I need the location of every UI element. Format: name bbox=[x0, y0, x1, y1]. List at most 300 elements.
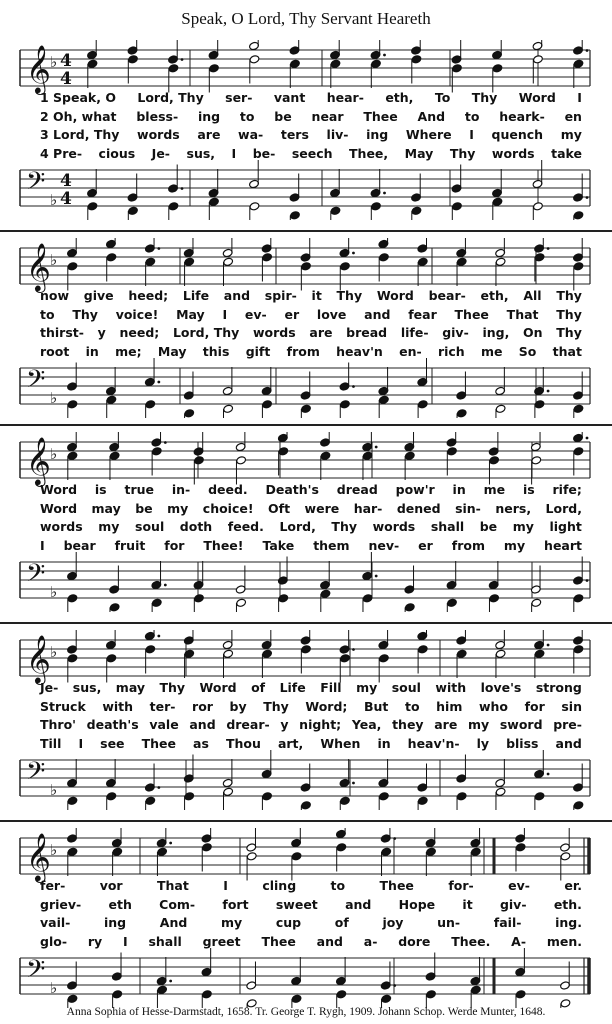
lyric-syllable: 3 Lord, Thy bbox=[40, 127, 120, 142]
notehead bbox=[128, 55, 139, 64]
lyric-syllable: fruit bbox=[114, 537, 146, 553]
lyric-syllable: Lord, Thy bbox=[172, 325, 240, 340]
lyric-syllable: and bbox=[345, 896, 372, 912]
notehead bbox=[378, 654, 389, 663]
chord bbox=[417, 764, 428, 811]
notehead bbox=[223, 404, 234, 413]
lyric-syllable: words bbox=[372, 519, 416, 534]
notehead bbox=[151, 447, 162, 456]
notehead bbox=[109, 451, 120, 460]
lyric-syllable: Thee bbox=[379, 878, 414, 893]
notehead bbox=[456, 792, 467, 801]
notehead bbox=[492, 64, 503, 73]
augmentation-dot bbox=[181, 187, 184, 190]
lyric-syllable: bread bbox=[346, 325, 388, 340]
notehead bbox=[262, 400, 273, 409]
augmentation-dot bbox=[383, 54, 386, 57]
chord bbox=[300, 372, 311, 419]
chord bbox=[456, 755, 467, 811]
bass-clef-icon: 𝄢 bbox=[26, 167, 46, 202]
lyric-syllable: Word bbox=[376, 288, 414, 303]
notehead bbox=[157, 985, 168, 994]
lyric-syllable: bliss bbox=[506, 735, 539, 751]
chord bbox=[183, 372, 194, 419]
lyric-syllable: But bbox=[364, 698, 389, 714]
lyric-syllable: Je- bbox=[40, 680, 59, 695]
augmentation-dot bbox=[164, 441, 167, 444]
chord bbox=[235, 566, 246, 613]
chord bbox=[156, 828, 172, 876]
chord bbox=[488, 432, 499, 485]
lyric-syllable: fail- bbox=[493, 915, 522, 930]
chord bbox=[87, 40, 98, 88]
lyric-syllable: thirst- bbox=[40, 325, 84, 340]
augmentation-dot bbox=[393, 984, 396, 987]
lyric-syllable: Thro' bbox=[40, 717, 77, 732]
lyric-syllable: cup bbox=[275, 915, 302, 930]
bass-staff bbox=[20, 358, 590, 418]
bass-staff bbox=[20, 750, 590, 810]
chord bbox=[111, 828, 122, 876]
notehead bbox=[320, 589, 331, 598]
notehead bbox=[262, 253, 273, 262]
lyric-syllable: Thy bbox=[331, 519, 357, 534]
chord bbox=[339, 363, 355, 419]
lyric-syllable: were bbox=[304, 500, 340, 516]
lyric-syllable: to bbox=[404, 698, 420, 714]
lyric-syllable: May bbox=[404, 145, 434, 161]
chord bbox=[339, 238, 355, 291]
notehead bbox=[404, 451, 415, 460]
notehead bbox=[336, 990, 347, 999]
lyric-syllable: Oft bbox=[268, 500, 291, 516]
lyric-syllable: root bbox=[40, 343, 70, 359]
lyric-line bbox=[40, 109, 582, 127]
notehead bbox=[417, 257, 428, 266]
lyric-syllable: are bbox=[197, 127, 221, 142]
lyric-syllable: Hope bbox=[398, 896, 436, 912]
notehead bbox=[249, 202, 260, 211]
chord bbox=[362, 432, 378, 480]
lyric-syllable: ing. bbox=[555, 915, 582, 930]
lyric-syllable: strong bbox=[535, 680, 582, 695]
lyric-syllable: May bbox=[157, 343, 187, 359]
chord bbox=[370, 169, 386, 220]
lyric-syllable: 4 Pre- bbox=[40, 145, 83, 161]
bass-clef-icon: 𝄢 bbox=[26, 757, 46, 792]
treble-staff bbox=[20, 238, 590, 293]
notehead bbox=[209, 64, 220, 73]
chord bbox=[456, 630, 467, 678]
treble-clef-icon: 𝄞 bbox=[26, 634, 51, 683]
lyric-syllable: may bbox=[91, 500, 121, 516]
lyric-syllable: love's bbox=[480, 680, 522, 695]
notehead bbox=[112, 990, 123, 999]
lyric-syllable: heart bbox=[544, 537, 582, 553]
lyric-line bbox=[40, 736, 582, 754]
notehead bbox=[67, 262, 78, 271]
notehead bbox=[145, 257, 156, 266]
lyric-syllable: un- bbox=[437, 915, 461, 930]
lyric-syllable: en bbox=[564, 108, 582, 124]
lyric-syllable: is bbox=[94, 482, 107, 497]
lyric-syllable: glo- bbox=[40, 933, 68, 949]
credits-line: Anna Sophia of Hesse-Darmstadt, 1658. Tr. George T. Rygh, 1909. Johann Schop. Werde Munter, 1648. bbox=[66, 1006, 546, 1018]
lyric-syllable: life- bbox=[400, 325, 429, 340]
notehead bbox=[489, 456, 500, 465]
key-flat-icon: ♭ bbox=[50, 643, 58, 661]
chord bbox=[451, 40, 462, 93]
lyric-line bbox=[40, 146, 582, 164]
notehead bbox=[184, 257, 195, 266]
lyric-line bbox=[40, 307, 582, 325]
chord bbox=[289, 174, 300, 221]
lyric-syllable: and bbox=[555, 735, 582, 751]
lyric-syllable: ing bbox=[197, 108, 221, 124]
lyric-syllable: may bbox=[115, 680, 146, 695]
chord bbox=[320, 432, 331, 480]
key-flat-icon: ♭ bbox=[50, 445, 58, 463]
lyric-syllable: ror bbox=[192, 698, 213, 714]
lyric-syllable: by bbox=[229, 698, 247, 714]
chord bbox=[446, 561, 457, 612]
augmentation-dot bbox=[164, 584, 167, 587]
notehead bbox=[456, 409, 467, 418]
lyric-line bbox=[40, 915, 582, 933]
lyric-line bbox=[40, 538, 582, 556]
lyric-syllable: my bbox=[512, 519, 534, 534]
lyric-syllable: fer- bbox=[40, 878, 66, 893]
lyric-line bbox=[40, 934, 582, 952]
augmentation-dot bbox=[352, 648, 355, 651]
notehead bbox=[470, 847, 481, 856]
key-flat-icon: ♭ bbox=[50, 251, 58, 269]
notehead bbox=[378, 253, 389, 262]
chord bbox=[495, 630, 506, 678]
lyric-line bbox=[40, 897, 582, 915]
lyric-syllable: joy bbox=[382, 915, 404, 930]
chord bbox=[208, 169, 219, 220]
lyric-syllable: er bbox=[418, 537, 433, 553]
notehead bbox=[495, 257, 506, 266]
music-system bbox=[0, 238, 612, 418]
notehead bbox=[301, 645, 312, 654]
notehead bbox=[573, 262, 584, 271]
augmentation-dot bbox=[586, 49, 589, 52]
notehead bbox=[362, 594, 373, 603]
lyric-syllable: giv- bbox=[499, 896, 527, 912]
notehead bbox=[417, 645, 428, 654]
chord bbox=[404, 432, 415, 480]
lyric-syllable: shall bbox=[430, 519, 465, 534]
lyric-syllable: That bbox=[506, 306, 539, 322]
lyric-syllable: doth bbox=[179, 519, 213, 534]
chord bbox=[339, 759, 355, 810]
chord bbox=[470, 828, 481, 876]
lyric-syllable: When bbox=[320, 735, 361, 751]
notehead bbox=[106, 395, 117, 404]
notehead bbox=[67, 847, 78, 856]
lyric-syllable: heav'n bbox=[336, 343, 383, 359]
lyric-syllable: near bbox=[311, 108, 344, 124]
lyric-syllable: with bbox=[435, 680, 467, 695]
chord bbox=[106, 759, 117, 810]
lyric-syllable: Fill bbox=[320, 680, 342, 695]
lyric-syllable: see bbox=[100, 735, 125, 751]
lyric-syllable: Struck bbox=[40, 698, 86, 714]
music-system bbox=[0, 630, 612, 810]
notehead bbox=[404, 603, 415, 612]
lyric-syllable: true bbox=[124, 482, 154, 497]
chord bbox=[534, 630, 550, 678]
notehead bbox=[534, 792, 545, 801]
bass-staff bbox=[20, 948, 590, 1008]
chord bbox=[67, 552, 78, 612]
lyric-syllable: cious bbox=[98, 145, 136, 161]
lyric-syllable: take bbox=[551, 145, 582, 161]
bass-clef-icon: 𝄢 bbox=[26, 955, 46, 990]
lyric-syllable: I bbox=[469, 127, 474, 142]
notehead bbox=[340, 400, 351, 409]
lyric-syllable: Where bbox=[405, 127, 452, 142]
lyric-syllable: my bbox=[560, 127, 582, 142]
chord bbox=[222, 367, 233, 418]
lyric-syllable: Thee. bbox=[451, 933, 491, 949]
lyric-syllable: to bbox=[40, 306, 55, 322]
lyric-line bbox=[40, 878, 582, 896]
chord bbox=[289, 40, 300, 88]
lyric-line bbox=[40, 325, 582, 343]
lyric-syllable: Thy bbox=[336, 288, 363, 303]
hymn-title: Speak, O Lord, Thy Servant Heareth bbox=[181, 9, 431, 28]
chord bbox=[573, 372, 584, 419]
lyric-syllable: har- bbox=[353, 500, 383, 516]
lyric-syllable: for- bbox=[448, 878, 474, 893]
lyric-syllable: with bbox=[102, 698, 134, 714]
notehead bbox=[573, 801, 584, 810]
lyric-syllable: that bbox=[552, 343, 582, 359]
notehead bbox=[87, 202, 98, 211]
lyric-syllable: Till bbox=[40, 735, 62, 751]
notehead bbox=[426, 990, 437, 999]
time-signature-bottom: 4 bbox=[60, 189, 72, 209]
key-flat-icon: ♭ bbox=[50, 191, 58, 209]
lyric-syllable: of bbox=[334, 915, 349, 930]
lyric-syllable: ev- bbox=[508, 878, 530, 893]
lyric-syllable: ry bbox=[87, 933, 103, 949]
notehead bbox=[106, 253, 117, 262]
lyric-syllable: voice! bbox=[115, 306, 159, 322]
lyric-line bbox=[40, 288, 582, 306]
lyric-syllable: love bbox=[316, 306, 347, 322]
augmentation-dot bbox=[181, 58, 184, 61]
lyric-syllable: sus, bbox=[186, 145, 216, 161]
notehead bbox=[447, 447, 458, 456]
lyric-syllable: griev- bbox=[40, 896, 82, 912]
chord bbox=[106, 367, 117, 418]
chord bbox=[378, 630, 389, 683]
chord bbox=[291, 828, 302, 881]
treble-clef-icon: 𝄞 bbox=[26, 436, 51, 485]
notehead bbox=[67, 451, 78, 460]
chord bbox=[378, 759, 389, 810]
lyric-syllable: dened bbox=[396, 500, 441, 516]
lyric-syllable: dread bbox=[336, 482, 378, 497]
lyric-syllable: me bbox=[483, 482, 506, 497]
lyric-syllable: from bbox=[451, 537, 485, 553]
chord bbox=[168, 165, 184, 221]
augmentation-dot bbox=[375, 575, 378, 578]
lyric-syllable: er bbox=[284, 306, 300, 322]
lyric-syllable: words bbox=[137, 127, 180, 142]
lyric-syllable: is bbox=[522, 482, 535, 497]
lyric-syllable: to bbox=[330, 878, 346, 893]
lyric-syllable: give bbox=[83, 288, 114, 303]
notehead bbox=[515, 843, 526, 852]
lyric-syllable: Yea, bbox=[351, 717, 382, 732]
augmentation-dot bbox=[157, 635, 160, 638]
chord bbox=[156, 957, 172, 1008]
notehead bbox=[456, 257, 467, 266]
lyric-syllable: deed. bbox=[208, 482, 248, 497]
lyric-syllable: gift bbox=[245, 343, 271, 359]
lyric-syllable: who bbox=[478, 698, 508, 714]
treble-staff bbox=[20, 432, 590, 487]
lyric-syllable: sin- bbox=[455, 500, 481, 516]
key-flat-icon: ♭ bbox=[50, 979, 58, 997]
chord bbox=[222, 238, 233, 286]
lyric-syllable: in- bbox=[171, 482, 191, 497]
chord bbox=[106, 630, 117, 683]
lyric-syllable: Thy bbox=[159, 680, 186, 695]
chord bbox=[261, 630, 272, 678]
bass-clef-icon: 𝄢 bbox=[26, 365, 46, 400]
chord bbox=[235, 432, 246, 485]
lyric-syllable: my bbox=[98, 519, 120, 534]
lyric-syllable: night; bbox=[299, 717, 342, 732]
lyric-syllable: bear bbox=[63, 537, 96, 553]
treble-staff bbox=[20, 40, 590, 95]
chord bbox=[261, 367, 272, 418]
notehead bbox=[452, 64, 463, 73]
key-flat-icon: ♭ bbox=[50, 389, 58, 407]
lyric-syllable: Word bbox=[518, 90, 556, 105]
chord bbox=[246, 962, 257, 1009]
notehead bbox=[67, 654, 78, 663]
chord bbox=[417, 358, 428, 418]
notehead bbox=[340, 262, 351, 271]
chord bbox=[208, 40, 219, 93]
notehead bbox=[291, 994, 302, 1003]
lyric-syllable: be bbox=[274, 108, 292, 124]
lyric-syllable: wa- bbox=[238, 127, 264, 142]
lyric-syllable: eth bbox=[108, 896, 132, 912]
notehead bbox=[168, 64, 179, 73]
lyric-syllable: vor bbox=[99, 878, 123, 893]
treble-clef-icon: 𝄞 bbox=[26, 832, 51, 881]
notehead bbox=[157, 847, 168, 856]
lyric-syllable: this bbox=[202, 343, 230, 359]
chord bbox=[404, 566, 415, 613]
chord bbox=[144, 764, 160, 811]
lyric-syllable: fort bbox=[222, 896, 249, 912]
key-flat-icon: ♭ bbox=[50, 53, 58, 71]
notehead bbox=[184, 792, 195, 801]
lyric-line bbox=[40, 127, 582, 145]
notehead bbox=[151, 598, 162, 607]
lyric-syllable: May bbox=[176, 306, 205, 322]
lyric-syllable: Thee bbox=[363, 108, 398, 124]
lyric-syllable: Thy bbox=[556, 325, 582, 340]
notehead bbox=[411, 206, 422, 215]
lyric-syllable: him bbox=[436, 698, 463, 714]
treble-staff bbox=[20, 630, 590, 685]
time-signature-top: 4 bbox=[60, 171, 72, 191]
lyric-syllable: 1 Speak, O bbox=[40, 90, 116, 105]
augmentation-dot bbox=[586, 437, 589, 440]
chord bbox=[451, 165, 462, 221]
notehead bbox=[426, 847, 437, 856]
chord bbox=[261, 750, 272, 810]
notehead bbox=[489, 594, 500, 603]
lyric-syllable: eth, bbox=[385, 90, 414, 105]
lyric-syllable: my bbox=[467, 717, 490, 732]
lyric-syllable: Life bbox=[279, 680, 306, 695]
chord bbox=[151, 561, 167, 612]
notehead bbox=[194, 594, 205, 603]
chord bbox=[222, 759, 233, 810]
lyric-syllable: I bbox=[223, 878, 228, 893]
lyric-syllable: and bbox=[189, 717, 216, 732]
lyric-syllable: ners, bbox=[495, 500, 532, 516]
notehead bbox=[371, 59, 382, 68]
notehead bbox=[202, 990, 213, 999]
chord bbox=[573, 764, 584, 811]
notehead bbox=[67, 994, 78, 1003]
notehead bbox=[109, 603, 120, 612]
key-flat-icon: ♭ bbox=[50, 841, 58, 859]
system-divider bbox=[0, 622, 612, 624]
lyric-syllable: I bbox=[577, 90, 582, 105]
lyric-syllable: A- bbox=[511, 933, 527, 949]
chord bbox=[560, 962, 571, 1009]
lyric-syllable: Word bbox=[40, 482, 78, 497]
notehead bbox=[290, 211, 301, 220]
lyric-syllable: in bbox=[377, 735, 391, 751]
notehead bbox=[534, 649, 545, 658]
chord bbox=[300, 764, 311, 811]
time-signature-top: 4 bbox=[60, 51, 72, 71]
chord bbox=[67, 828, 78, 876]
lyric-syllable: be- bbox=[252, 145, 276, 161]
lyric-syllable: ser- bbox=[225, 90, 253, 105]
lyric-syllable: drear- bbox=[226, 717, 270, 732]
lyric-line bbox=[40, 482, 582, 500]
notehead bbox=[236, 598, 247, 607]
lyric-syllable: words bbox=[491, 145, 535, 161]
lyric-syllable: sword bbox=[499, 717, 543, 732]
lyric-syllable: bear- bbox=[428, 288, 466, 303]
augmentation-dot bbox=[157, 247, 160, 250]
notehead bbox=[340, 796, 351, 805]
chord bbox=[193, 561, 204, 612]
lyric-line bbox=[40, 501, 582, 519]
chord bbox=[456, 372, 467, 419]
lyric-line bbox=[40, 699, 582, 717]
lyric-syllable: ing bbox=[366, 127, 389, 142]
lyric-syllable: ing bbox=[104, 915, 127, 930]
lyric-syllable: All bbox=[523, 288, 542, 303]
